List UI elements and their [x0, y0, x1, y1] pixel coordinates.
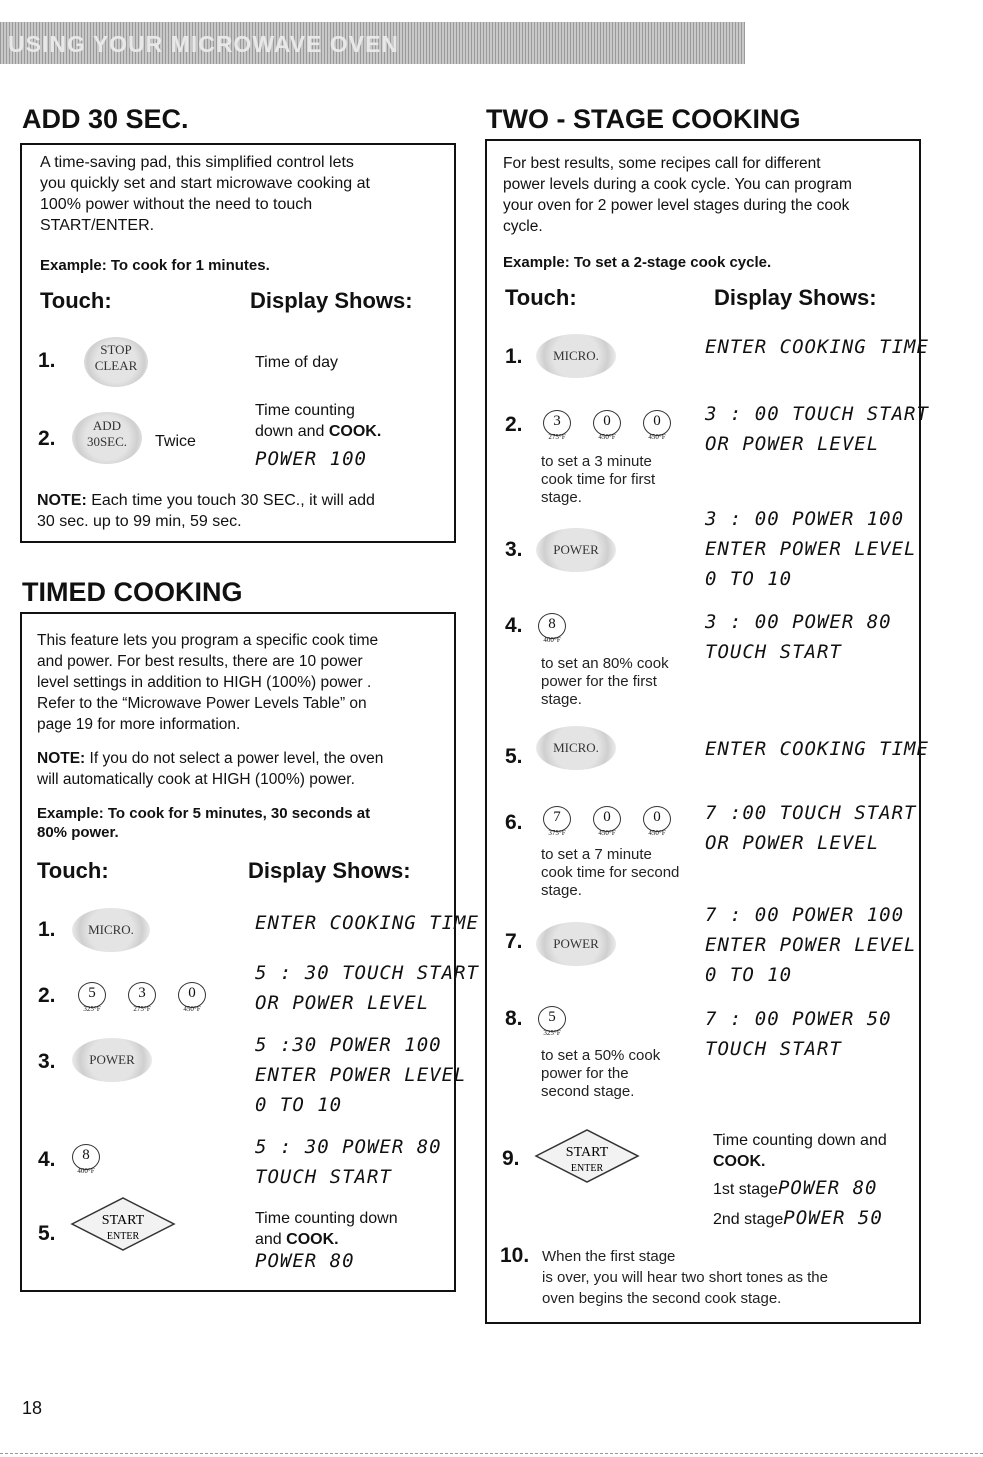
display-line: Time counting down and — [713, 1132, 887, 1149]
lcd-readout: 5 : 30 POWER 80 — [255, 1136, 442, 1158]
two-step9-display — [713, 1130, 887, 1172]
number-key-0[interactable] — [593, 806, 621, 837]
timed-intro-line: level settings in addition to HIGH (100%) power . — [37, 674, 372, 691]
number-key-8[interactable] — [538, 613, 566, 644]
micro-pad[interactable]: MICRO. — [72, 908, 150, 952]
timed-step5-display — [255, 1208, 398, 1250]
start-enter-pad[interactable] — [68, 1196, 178, 1252]
step-note — [541, 655, 669, 709]
add30-display-heading: Display Shows: — [250, 288, 413, 313]
note-line: oven begins the second cook stage. — [542, 1290, 782, 1307]
number-key-7[interactable] — [543, 806, 571, 837]
enter-label: ENTER — [106, 1231, 140, 1242]
number-key-5[interactable] — [538, 1006, 566, 1037]
key-digit: 0 — [603, 809, 611, 825]
step-number: 9. — [502, 1147, 520, 1170]
power-pad[interactable]: POWER — [72, 1038, 152, 1082]
page-number: 18 — [22, 1398, 43, 1418]
key-digit: 8 — [548, 616, 556, 632]
add30-touch-heading: Touch: — [40, 288, 112, 313]
twice-label: Twice — [155, 433, 196, 450]
first-stage-line — [713, 1178, 877, 1200]
lcd-readout: 5 :30 POWER 100 — [255, 1034, 442, 1056]
timed-intro-line: and power. For best results, there are 10 power — [37, 653, 363, 670]
note-label: NOTE: — [37, 750, 86, 767]
lcd-readout: POWER 50 — [783, 1207, 883, 1229]
note-text: Each time you touch 30 SEC., it will add — [91, 492, 375, 509]
note-line: to set a 50% cook — [541, 1047, 661, 1064]
lcd-readout: OR POWER LEVEL — [255, 992, 430, 1014]
lcd-readout: 7 :00 TOUCH START — [705, 802, 917, 824]
micro-pad[interactable]: MICRO. — [536, 334, 616, 378]
number-key-3[interactable] — [128, 982, 156, 1013]
note-label: NOTE: — [37, 492, 87, 509]
note-line: When the first stage — [542, 1248, 676, 1265]
key-sub: 275°F — [133, 1005, 151, 1013]
note-line: to set a 7 minute — [541, 846, 652, 863]
add-30-sec-pad[interactable]: ADD 30SEC. — [72, 412, 142, 464]
note-line: cook time for first — [541, 471, 656, 488]
step-number: 10. — [500, 1244, 530, 1267]
lcd-readout: 0 TO 10 — [705, 568, 793, 590]
power-pad[interactable]: POWER — [536, 922, 616, 966]
step-note — [541, 1047, 660, 1101]
step-number: 1. — [38, 918, 56, 941]
two-intro-line: cycle. — [503, 218, 543, 235]
lcd-readout: TOUCH START — [705, 641, 842, 663]
key-digit: 3 — [138, 985, 146, 1001]
add30-intro-line: 100% power without the need to touch — [40, 196, 313, 213]
step-number: 3. — [38, 1050, 56, 1073]
two-intro — [503, 153, 852, 237]
bottom-rule — [0, 1453, 983, 1454]
cook-label: COOK. — [328, 423, 382, 440]
example-line: 80% power. — [37, 824, 119, 841]
cook-label: COOK. — [713, 1153, 766, 1170]
add30-note — [37, 490, 375, 532]
display-line: Time counting down — [255, 1210, 398, 1227]
step-number: 4. — [38, 1148, 56, 1171]
stop-clear-pad[interactable]: STOP CLEAR — [84, 337, 148, 387]
start-label: START — [565, 1145, 609, 1160]
two-stage-title: TWO - STAGE COOKING — [486, 104, 801, 134]
lcd-readout: OR POWER LEVEL — [705, 433, 880, 455]
two-example: Example: To set a 2-stage cook cycle. — [503, 254, 772, 271]
lcd-readout: 7 : 00 POWER 100 — [705, 904, 905, 926]
display-line: Time counting — [255, 402, 355, 419]
banner-text: USING YOUR MICROWAVE OVEN — [8, 31, 399, 57]
example-line: Example: To cook for 5 minutes, 30 seconds at — [37, 805, 371, 822]
timed-touch-heading: Touch: — [37, 858, 109, 883]
lcd-readout: POWER 80 — [777, 1177, 878, 1199]
lcd-readout: ENTER POWER LEVEL — [705, 538, 917, 560]
timed-note — [37, 748, 383, 790]
key-sub: 375°F — [548, 829, 566, 837]
lcd-readout: 3 : 00 POWER 100 — [705, 508, 905, 530]
timed-intro-line: Refer to the “Microwave Power Levels Table” on — [37, 695, 367, 712]
key-digit: 3 — [553, 413, 561, 429]
timed-example — [37, 804, 370, 842]
stage-label: 1st stage — [713, 1181, 778, 1198]
step10-text — [542, 1246, 828, 1309]
two-touch-heading: Touch: — [505, 285, 577, 310]
step-number: 2. — [505, 413, 523, 436]
note-line: is over, you will hear two short tones as the — [542, 1269, 828, 1286]
key-sub: 450°F — [648, 829, 666, 837]
key-digit: 0 — [603, 413, 611, 429]
timed-intro — [37, 630, 378, 735]
lcd-readout: POWER 100 — [255, 448, 367, 470]
key-digit: 0 — [188, 985, 196, 1001]
lcd-readout: TOUCH START — [705, 1038, 842, 1060]
cook-label: COOK. — [286, 1231, 339, 1248]
note-line: stage. — [541, 489, 582, 506]
number-key-0[interactable] — [593, 410, 621, 441]
add30-example: Example: To cook for 1 minutes. — [40, 257, 270, 274]
key-sub: 450°F — [648, 433, 666, 441]
lcd-readout: ENTER COOKING TIME — [255, 912, 479, 934]
add30-intro — [40, 152, 370, 236]
key-digit: 5 — [88, 985, 96, 1001]
step-number: 2. — [38, 427, 56, 450]
lcd-readout: ENTER COOKING TIME — [705, 738, 929, 760]
display-line: down and — [255, 423, 325, 440]
key-sub: 450°F — [598, 433, 616, 441]
add30-step2-display — [255, 400, 381, 442]
step-number: 5. — [505, 745, 523, 768]
lcd-readout: 3 : 00 TOUCH START — [705, 403, 929, 425]
step-number: 6. — [505, 811, 523, 834]
lcd-readout: TOUCH START — [255, 1166, 392, 1188]
lcd-readout: POWER 80 — [255, 1250, 355, 1272]
timed-title: TIMED COOKING — [22, 577, 243, 607]
key-digit: 5 — [548, 1009, 556, 1025]
number-key-0[interactable] — [178, 982, 206, 1013]
add30-intro-line: you quickly set and start microwave cooking at — [40, 175, 370, 192]
lcd-readout: 3 : 00 POWER 80 — [705, 611, 892, 633]
second-stage-line — [713, 1208, 883, 1230]
start-enter-pad[interactable] — [532, 1128, 642, 1184]
step-note — [541, 846, 679, 900]
step-number: 8. — [505, 1007, 523, 1030]
lcd-readout: 5 : 30 TOUCH START — [255, 962, 479, 984]
timed-display-heading: Display Shows: — [248, 858, 411, 883]
key-digit: 0 — [653, 413, 661, 429]
add30-title: ADD 30 SEC. — [22, 104, 189, 134]
two-intro-line: power levels during a cook cycle. You can program — [503, 176, 852, 193]
key-sub: 325°F — [83, 1005, 101, 1013]
number-key-0[interactable] — [643, 806, 671, 837]
power-pad[interactable]: POWER — [536, 528, 616, 572]
number-key-3[interactable] — [543, 410, 571, 441]
step-number: 3. — [505, 538, 523, 561]
key-digit: 0 — [653, 809, 661, 825]
timed-intro-line: page 19 for more information. — [37, 716, 241, 733]
step-number: 1. — [505, 345, 523, 368]
key-sub: 450°F — [183, 1005, 201, 1013]
note-line: stage. — [541, 691, 582, 708]
two-intro-line: your oven for 2 power level stages during the cook — [503, 197, 850, 214]
micro-pad[interactable]: MICRO. — [536, 726, 616, 770]
lcd-readout: 0 TO 10 — [255, 1094, 343, 1116]
key-sub: 450°F — [598, 829, 616, 837]
number-key-0[interactable] — [643, 410, 671, 441]
note-line: power for the first — [541, 673, 657, 690]
stage-label: 2nd stage — [713, 1211, 784, 1228]
lcd-readout: ENTER COOKING TIME — [705, 336, 929, 358]
key-digit: 7 — [553, 809, 561, 825]
step-number: 5. — [38, 1222, 56, 1245]
number-key-8[interactable] — [72, 1144, 100, 1175]
note-line: second stage. — [541, 1083, 635, 1100]
note-line: stage. — [541, 882, 582, 899]
add30-intro-line: START/ENTER. — [40, 217, 155, 234]
start-label: START — [101, 1213, 145, 1228]
lcd-readout: ENTER POWER LEVEL — [255, 1064, 467, 1086]
add30-intro-line: A time-saving pad, this simplified control lets — [40, 154, 354, 171]
step-number: 1. — [38, 349, 56, 372]
note-text: will automatically cook at HIGH (100%) power. — [37, 771, 355, 788]
key-sub: 275°F — [548, 433, 566, 441]
two-intro-line: For best results, some recipes call for different — [503, 155, 821, 172]
lcd-readout: OR POWER LEVEL — [705, 832, 880, 854]
lcd-readout: 7 : 00 POWER 50 — [705, 1008, 892, 1030]
step-number: 2. — [38, 984, 56, 1007]
step-note — [541, 453, 655, 507]
note-line: to set a 3 minute — [541, 453, 652, 470]
note-line: power for the — [541, 1065, 629, 1082]
lcd-readout: ENTER POWER LEVEL — [705, 934, 917, 956]
step-number: 4. — [505, 614, 523, 637]
add30-step1-display: Time of day — [255, 354, 338, 371]
number-key-5[interactable] — [78, 982, 106, 1013]
note-text: If you do not select a power level, the oven — [89, 750, 384, 767]
section-banner — [0, 22, 745, 64]
two-display-heading: Display Shows: — [714, 285, 877, 310]
note-text: 30 sec. up to 99 min, 59 sec. — [37, 513, 242, 530]
enter-label: ENTER — [570, 1163, 604, 1174]
step-number: 7. — [505, 930, 523, 953]
timed-intro-line: This feature lets you program a specific cook time — [37, 632, 379, 649]
display-line: and — [255, 1231, 282, 1248]
note-line: to set an 80% cook — [541, 655, 669, 672]
key-sub: 325°F — [543, 1029, 561, 1037]
note-line: cook time for second — [541, 864, 680, 881]
lcd-readout: 0 TO 10 — [705, 964, 793, 986]
key-sub: 400°F — [77, 1167, 95, 1175]
key-sub: 400°F — [543, 636, 561, 644]
key-digit: 8 — [82, 1147, 90, 1163]
